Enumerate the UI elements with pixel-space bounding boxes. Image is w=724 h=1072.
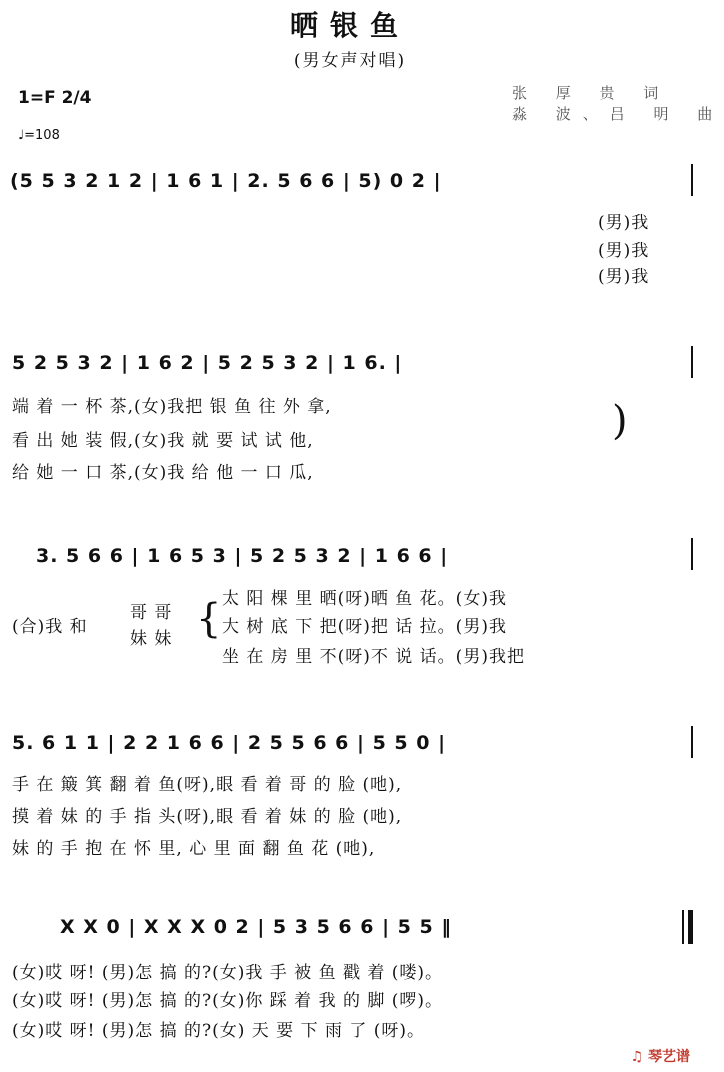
- staff-3-brace: {: [196, 596, 222, 642]
- staff-2-lyric-2: 看 出 她 装 假,(女)我 就 要 试 试 他,: [12, 431, 314, 451]
- staff-4-notes: 5. 6 1 1 | 2 2 1 6 6 | 2 5 5 6 6 | 5 5 0 |: [12, 732, 447, 754]
- staff-5-lyric-2: (女)哎 呀! (男)怎 搞 的?(女)你 踩 着 我 的 脚 (啰)。: [12, 991, 444, 1011]
- song-subtitle: (男女声对唱): [293, 51, 407, 71]
- staff-4-lyric-1: 手 在 簸 箕 翻 着 鱼(呀),眼 看 着 哥 的 脸 (吔),: [12, 775, 403, 795]
- tempo-marking: ♩=108: [18, 128, 60, 143]
- staff-3-lyric-2: 大 树 底 下 把(呀)把 话 拉。(男)我: [222, 617, 507, 637]
- staff-3-brother: 哥 哥: [130, 603, 173, 623]
- staff-5-lyric-3: (女)哎 呀! (男)怎 搞 的?(女) 天 要 下 雨 了 (呀)。: [12, 1021, 426, 1041]
- staff-1-end-barline: [691, 164, 693, 196]
- watermark-logo: ♫ 琴艺谱: [630, 1049, 690, 1065]
- lyricist-credit: 张 厚 贵 词: [512, 84, 671, 102]
- staff-2-brace: ): [612, 398, 628, 444]
- staff-5-lyric-1: (女)哎 呀! (男)怎 搞 的?(女)我 手 被 鱼 戳 着 (喽)。: [12, 963, 444, 983]
- staff-3-end-barline: [691, 538, 693, 570]
- staff-3-notes: 3. 5 6 6 | 1 6 5 3 | 5 2 5 3 2 | 1 6 6 |: [36, 545, 449, 567]
- staff-2-lyric-3: 给 她 一 口 茶,(女)我 给 他 一 口 瓜,: [12, 463, 314, 483]
- staff-4-lyric-2: 摸 着 妹 的 手 指 头(呀),眼 看 着 妹 的 脸 (吔),: [12, 807, 403, 827]
- staff-1-lyric-2: (男)我: [598, 241, 650, 261]
- staff-3-sister: 妹 妹: [130, 629, 173, 649]
- staff-1-lyric-3: (男)我: [598, 267, 650, 287]
- staff-1-lyric-1: (男)我: [598, 213, 650, 233]
- key-signature: 1=F 2/4: [18, 88, 92, 108]
- staff-1-notes: (5 5 3 2 1 2 | 1 6 1 | 2. 5 6 6 | 5) 0 2 |: [10, 170, 442, 192]
- staff-3-lyric-1: 太 阳 棵 里 晒(呀)晒 鱼 花。(女)我: [222, 589, 507, 609]
- staff-2-lyric-1: 端 着 一 杯 茶,(女)我把 银 鱼 往 外 拿,: [12, 397, 332, 417]
- composer-credit: 淼 波、吕 明 曲: [512, 105, 724, 123]
- staff-5-final-barline-thick: [688, 910, 693, 944]
- staff-3-chorus: (合)我 和: [12, 617, 88, 637]
- staff-5-notes: X X 0 | X X X 0 2 | 5 3 5 6 6 | 5 5 ‖: [60, 916, 452, 938]
- staff-3-lyric-3: 坐 在 房 里 不(呀)不 说 话。(男)我把: [222, 647, 525, 667]
- staff-2-end-barline: [691, 346, 693, 378]
- song-title: 晒银鱼: [289, 9, 410, 42]
- staff-5-final-barline-thin: [682, 910, 684, 944]
- staff-2-notes: 5 2 5 3 2 | 1 6 2 | 5 2 5 3 2 | 1 6. |: [12, 352, 403, 374]
- staff-4-lyric-3: 妹 的 手 抱 在 怀 里, 心 里 面 翻 鱼 花 (吔),: [12, 839, 376, 859]
- staff-4-end-barline: [691, 726, 693, 758]
